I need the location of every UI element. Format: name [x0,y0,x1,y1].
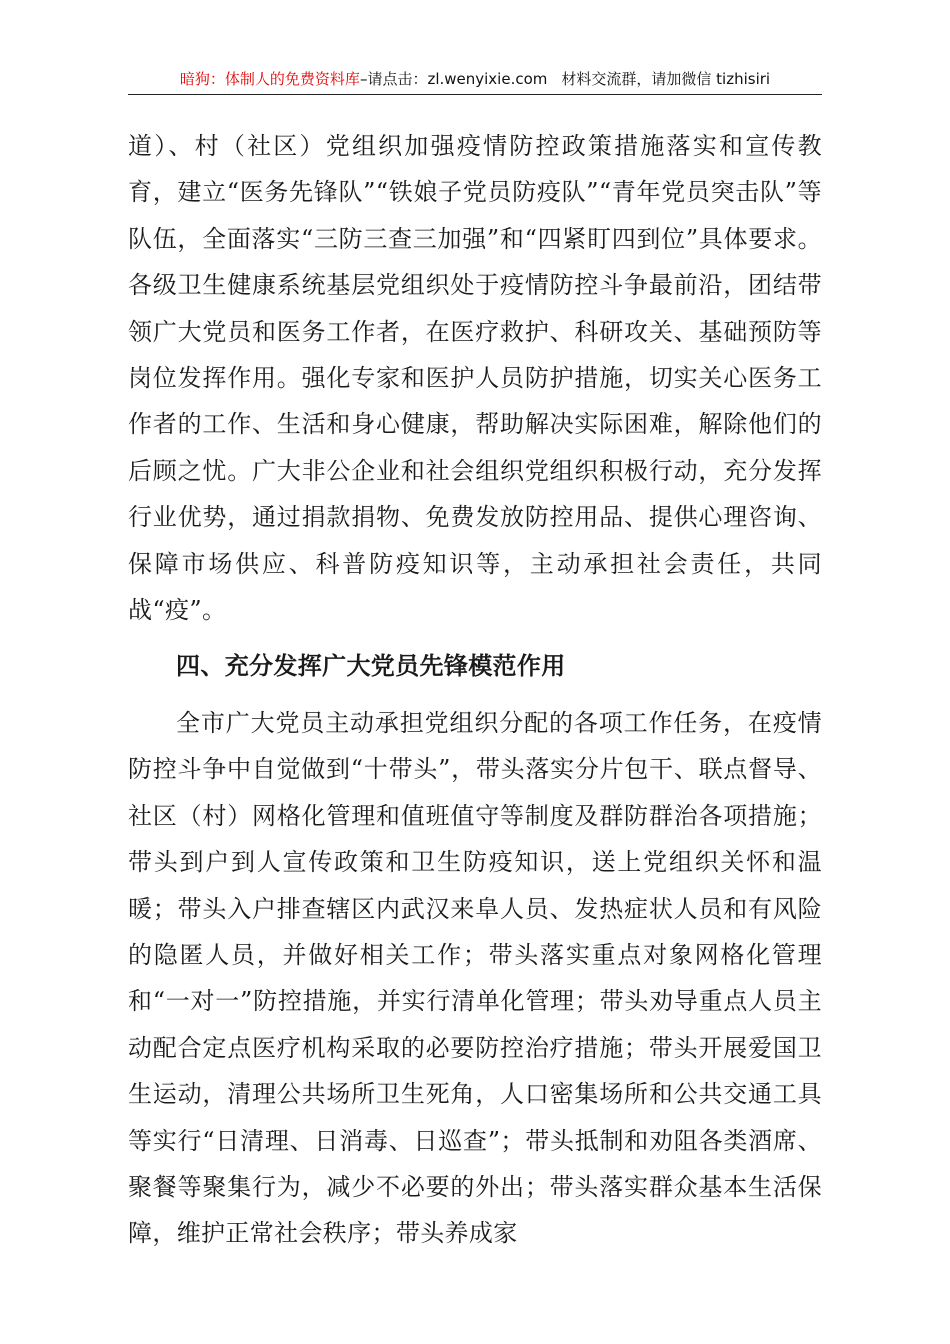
body-paragraph-1: 道）、村（社区）党组织加强疫情防控政策措施落实和宣传教育，建立“医务先锋队”“铁娘子党员防疫队”“青年党员突击队”等队伍，全面落实“三防三查三加强”和“四紧盯四到位”具体要求。各级卫生健康系统基层党组织处于疫情防控斗争最前沿，团结带领广大党员和医务工作者，在医疗救护、科研攻关、基础预防等岗位发挥作用。强化专家和医护人员防护措施，切实关心医务工作者的工作、生活和身心健康，帮助解决实际困难，解除他们的后顾之忧。广大非公企业和社会组织党组织积极行动，充分发挥行业优势，通过捐款捐物、免费发放防控用品、提供心理咨询、保障市场供应、科普防疫知识等，主动承担社会责任，共同战“疫”。 [128,132,822,625]
document-body [128,123,822,1257]
header-contact: 材料交流群，请加微信 tizhisiri [561,70,771,88]
header-divider [128,94,822,95]
header-url-link[interactable]: zl.wenyixie.com [427,70,548,88]
body-paragraph-2: 全市广大党员主动承担党组织分配的各项工作任务，在疫情防控斗争中自觉做到“十带头”，带头落实分片包干、联点督导、社区（村）网格化管理和值班值守等制度及群防群治各项措施；带头到户到人宣传政策和卫生防疫知识，送上党组织关怀和温暖；带头入户排查辖区内武汉来阜人员、发热症状人员和有风险的隐匿人员，并做好相关工作；带头落实重点对象网格化管理和“一对一”防控措施，并实行清单化管理；带头劝导重点人员主动配合定点医疗机构采取的必要防控治疗措施；带头开展爱国卫生运动，清理公共场所卫生死角，人口密集场所和公共交通工具等实行“日清理、日消毒、日巡查”；带头抵制和劝阻各类酒席、聚餐等聚集行为，减少不必要的外出；带头落实群众基本生活保障，维护正常社会秩序；带头养成家 [128,708,822,1248]
section-heading-4: 四、充分发挥广大党员先锋模范作用 [176,652,566,681]
header-brand: 暗狗：体制人的免费资料库 [179,70,360,88]
header-prompt: –请点击： [359,70,428,88]
page-header [128,66,822,92]
